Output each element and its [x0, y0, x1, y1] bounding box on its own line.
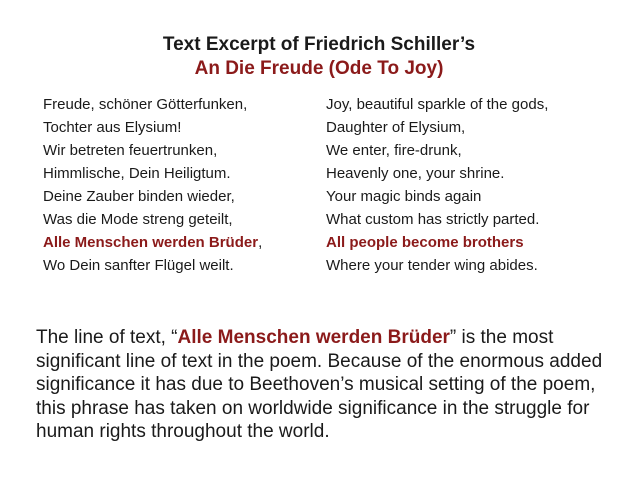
english-line: What custom has strictly parted. — [326, 211, 540, 228]
english-verses — [326, 93, 616, 277]
english-line: We enter, fire-drunk, — [326, 142, 462, 159]
english-line: Joy, beautiful sparkle of the gods, — [326, 96, 549, 113]
german-line-highlighted — [43, 231, 303, 254]
english-line: Heavenly one, your shrine. — [326, 165, 505, 182]
english-line: Daughter of Elysium, — [326, 119, 466, 136]
german-line: Tochter aus Elysium! — [43, 119, 182, 136]
german-line: Wo Dein sanfter Flügel weilt. — [43, 257, 234, 274]
title-line-1: Text Excerpt of Friedrich Schiller’s — [162, 34, 476, 55]
commentary-paragraph — [36, 326, 616, 444]
paragraph-highlight: Alle Menschen werden Brüder — [177, 327, 450, 348]
german-line: Wir betreten feuertrunken, — [43, 142, 218, 159]
english-line: Where your tender wing abides. — [326, 257, 538, 274]
german-highlight-text: Alle Menschen werden Brüder — [43, 234, 259, 251]
german-line: Was die Mode streng geteilt, — [43, 211, 233, 228]
german-highlight-comma: , — [258, 234, 263, 251]
english-line: Your magic binds again — [326, 188, 482, 205]
german-verses — [43, 93, 303, 277]
german-line: Freude, schöner Götterfunken, — [43, 96, 248, 113]
title-line-2: An Die Freude (Ode To Joy) — [194, 58, 444, 79]
paragraph-before: The line of text, “ — [36, 327, 178, 348]
paragraph-after: ” is the most significant line of text in the poem. Because of the enormous added significance it has due to Beethoven’s musical setting of the poem, this phrase has taken on worldwide significance in the struggle for human rights throughout the world. — [36, 327, 603, 442]
german-line: Himmlische, Dein Heiligtum. — [43, 165, 231, 182]
german-line: Deine Zauber binden wieder, — [43, 188, 235, 205]
english-line-highlighted: All people become brothers — [326, 234, 524, 251]
slide-title — [0, 33, 638, 81]
